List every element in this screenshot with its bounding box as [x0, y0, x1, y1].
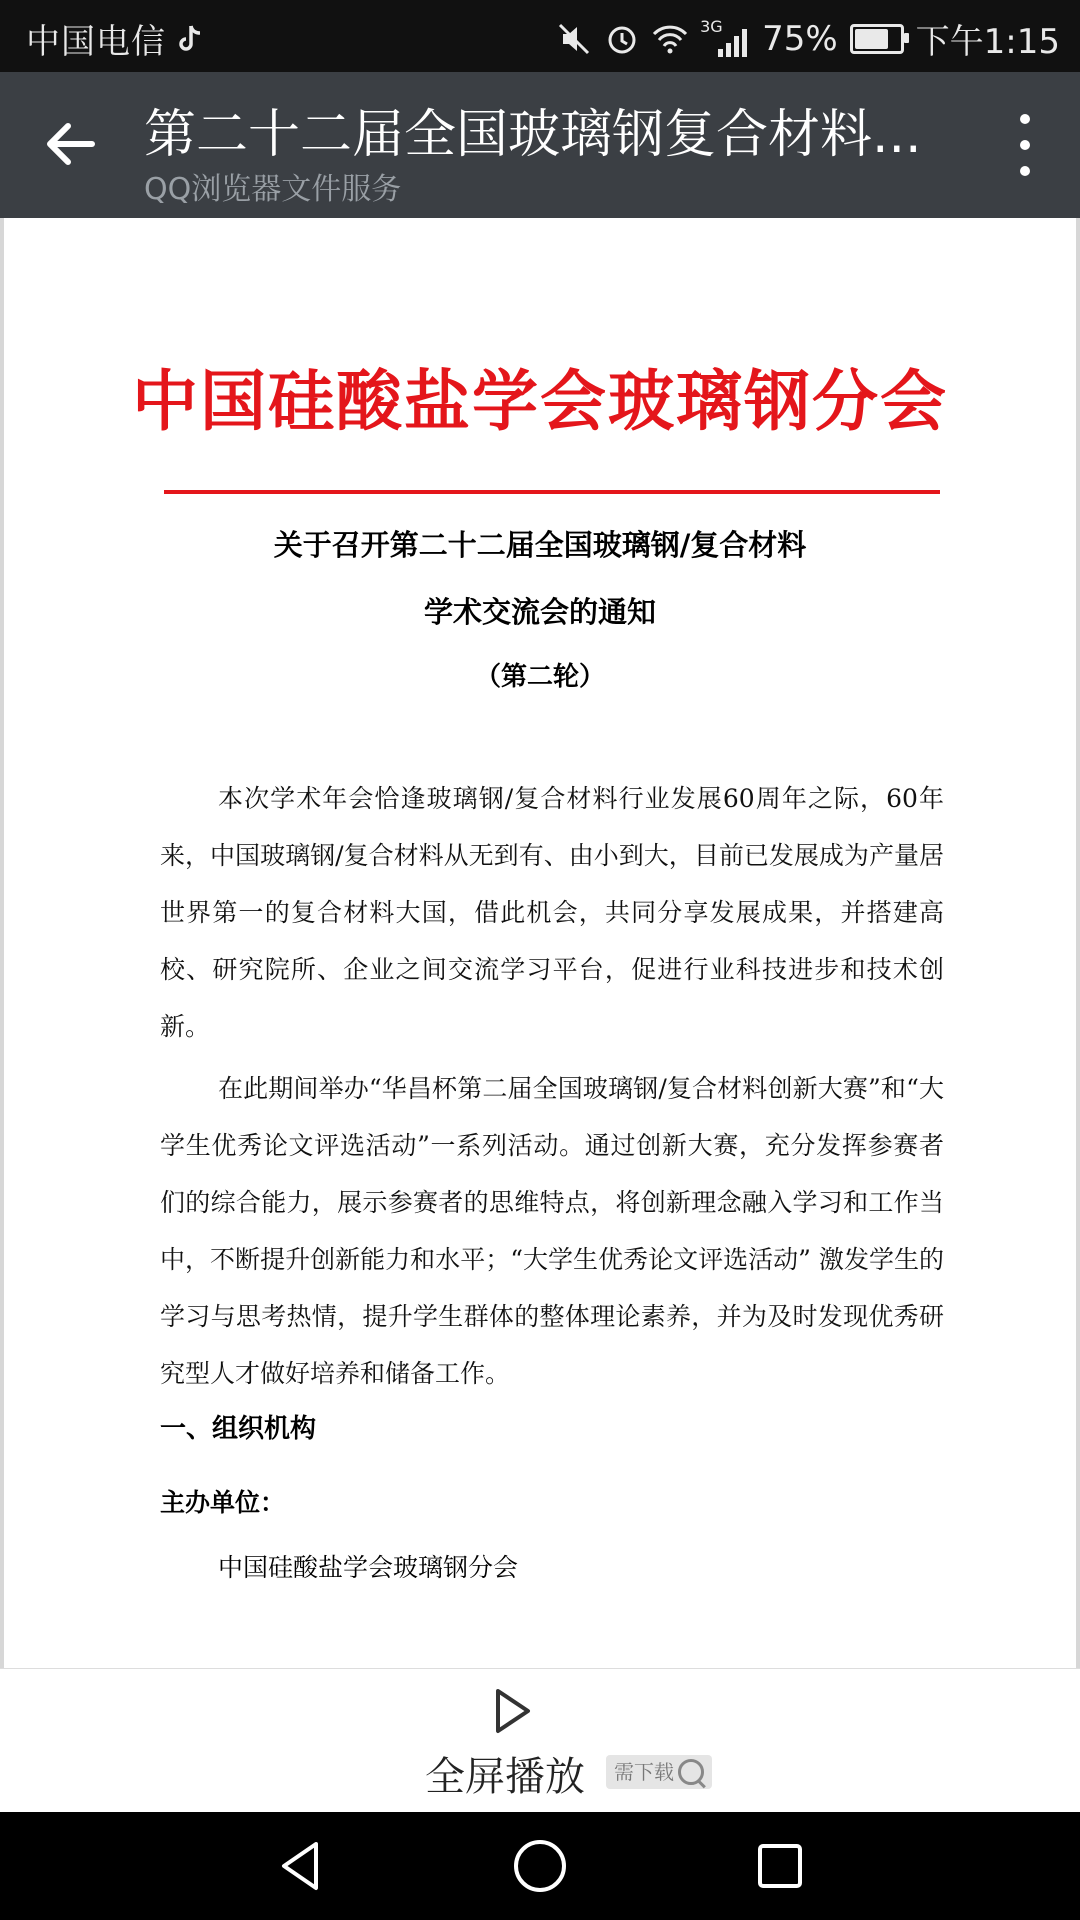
doc-header: 中国硅酸盐学会玻璃钢分会 — [132, 362, 948, 440]
signal-icon — [700, 16, 750, 57]
fullscreen-play-bar[interactable] — [0, 1668, 1080, 1813]
section-heading: 一、组织机构 — [160, 1414, 317, 1444]
nav-recent-icon[interactable] — [750, 1836, 810, 1896]
page-subtitle: QQ浏览器文件服务 — [144, 172, 402, 207]
battery-icon — [850, 24, 904, 54]
fullscreen-play-label: 全屏播放 — [425, 1754, 585, 1800]
document-page — [4, 218, 1076, 1668]
play-icon — [486, 1687, 536, 1735]
page-title: 第二十二届全国玻璃钢复合材料... — [144, 105, 922, 165]
app-bar — [0, 72, 1080, 218]
download-required-badge — [606, 1755, 712, 1789]
qq-browser-icon — [678, 1759, 704, 1785]
nav-home-icon[interactable] — [510, 1836, 570, 1896]
battery-percent: 75% — [762, 18, 838, 59]
mute-icon — [556, 21, 592, 57]
tiktok-icon — [172, 21, 208, 57]
back-button[interactable] — [40, 114, 100, 174]
nav-back-icon[interactable] — [272, 1836, 332, 1896]
host-org: 中国硅酸盐学会玻璃钢分会 — [218, 1553, 519, 1582]
wifi-icon — [652, 21, 688, 57]
doc-round: （第二轮） — [474, 662, 605, 692]
network-type: 3G — [700, 16, 723, 36]
clock: 下午1:15 — [915, 22, 1060, 62]
doc-paragraph-2: 在此期间举办“华昌杯第二届全国玻璃钢/复合材料创新大赛”和“大学生优秀论文评选活动”一系列活动。通过创新大赛，充分发挥参赛者们的综合能力，展示参赛者的思维特点，将创新理念融入学习和工作当中，不断提升创新能力和水平；“大学生优秀论文评选活动” 激发学生的学习与思考热情，提升学生群体的整体理论素养，并为及时发现优秀研究型人才做好培养和储备工作。 — [160, 1074, 944, 1388]
badge-label: 需下载 — [614, 1760, 674, 1784]
status-left — [26, 14, 208, 63]
more-menu-button[interactable] — [1010, 114, 1040, 176]
arrow-left-icon — [40, 114, 100, 174]
carrier-name: 中国电信 — [26, 22, 166, 62]
system-nav-bar — [0, 1812, 1080, 1920]
status-bar — [0, 0, 1080, 72]
doc-title-line2: 学术交流会的通知 — [423, 595, 656, 629]
host-label: 主办单位： — [160, 1488, 286, 1517]
alarm-icon — [604, 21, 640, 57]
document-viewer[interactable] — [0, 218, 1080, 1668]
more-vert-icon — [1020, 114, 1030, 124]
header-rule — [164, 490, 940, 494]
doc-title-line1: 关于召开第二十二届全国玻璃钢/复合材料 — [273, 528, 807, 562]
status-right — [556, 14, 1060, 63]
doc-paragraph-1: 本次学术年会恰逢玻璃钢/复合材料行业发展60周年之际，60年来，中国玻璃钢/复合材料从无到有、由小到大，目前已发展成为产量居世界第一的复合材料大国，借此机会，共同分享发展成果，并搭建高校、研究院所、企业之间交流学习平台，促进行业科技进步和技术创新。 — [160, 784, 944, 1041]
